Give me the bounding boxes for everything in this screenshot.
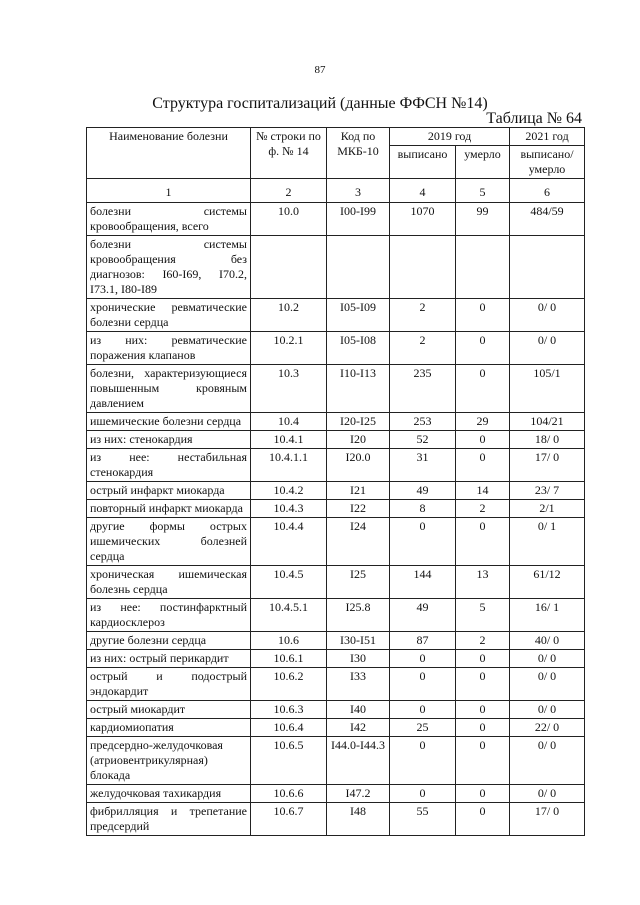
cell-discharged-died-2021: 105/1 [510,365,585,413]
cell-discharged-died-2021 [510,236,585,299]
cell-icd-code: I30-I51 [327,632,390,650]
cell-discharged-2019 [390,236,456,299]
cell-icd-code: I00-I99 [327,203,390,236]
cell-icd-code: I24 [327,518,390,566]
table-row [87,482,585,500]
cell-discharged-2019: 144 [390,566,456,599]
cell-row-number: 10.6.7 [251,803,327,836]
table-row [87,803,585,836]
cell-died-2019: 29 [456,413,510,431]
cell-disease-name: болезни системы кровообращения без диагнозов: I60-I69, I70.2, I73.1, I80-I89 [87,236,251,299]
cell-discharged-died-2021: 61/12 [510,566,585,599]
cell-disease-name: другие формы острых ишемических болезней сердца [87,518,251,566]
cell-discharged-died-2021: 484/59 [510,203,585,236]
cell-discharged-died-2021: 0/ 0 [510,785,585,803]
cell-discharged-died-2021: 17/ 0 [510,449,585,482]
table-row [87,449,585,482]
cell-row-number: 10.4.3 [251,500,327,518]
cell-died-2019: 13 [456,566,510,599]
cell-discharged-2019: 31 [390,449,456,482]
table-row [87,599,585,632]
cell-died-2019: 0 [456,737,510,785]
column-number: 6 [510,179,585,203]
cell-row-number: 10.6.1 [251,650,327,668]
cell-died-2019: 0 [456,803,510,836]
cell-row-number: 10.3 [251,365,327,413]
cell-discharged-2019: 253 [390,413,456,431]
table-row [87,719,585,737]
cell-disease-name: фибрилляция и трепетание предсердий [87,803,251,836]
cell-icd-code: I42 [327,719,390,737]
table-row [87,332,585,365]
cell-icd-code: I47.2 [327,785,390,803]
cell-died-2019: 0 [456,650,510,668]
cell-discharged-died-2021: 2/1 [510,500,585,518]
cell-row-number: 10.4 [251,413,327,431]
cell-disease-name: предсердно-желудочковая (атриовентрикулярная) блокада [87,737,251,785]
cell-died-2019: 0 [456,299,510,332]
cell-discharged-2019: 49 [390,599,456,632]
cell-discharged-died-2021: 0/ 0 [510,650,585,668]
table-row [87,785,585,803]
cell-row-number: 10.6 [251,632,327,650]
cell-icd-code: I20-I25 [327,413,390,431]
cell-discharged-2019: 87 [390,632,456,650]
cell-disease-name: из них: острый перикардит [87,650,251,668]
cell-icd-code: I44.0-I44.3 [327,737,390,785]
cell-row-number: 10.4.5.1 [251,599,327,632]
cell-disease-name: из них: ревматические поражения клапанов [87,332,251,365]
cell-row-number: 10.6.3 [251,701,327,719]
cell-discharged-2019: 0 [390,518,456,566]
cell-row-number: 10.4.4 [251,518,327,566]
cell-died-2019: 0 [456,785,510,803]
cell-row-number: 10.6.5 [251,737,327,785]
cell-discharged-2019: 8 [390,500,456,518]
cell-icd-code: I30 [327,650,390,668]
cell-icd-code: I48 [327,803,390,836]
cell-row-number [251,236,327,299]
cell-died-2019 [456,236,510,299]
column-number: 5 [456,179,510,203]
cell-row-number: 10.2.1 [251,332,327,365]
cell-icd-code: I10-I13 [327,365,390,413]
header-discharged: выписано [390,146,456,179]
cell-icd-code: I20 [327,431,390,449]
table-label: Таблица № 64 [486,110,582,127]
cell-discharged-died-2021: 0/ 0 [510,701,585,719]
cell-row-number: 10.4.1 [251,431,327,449]
column-number: 2 [251,179,327,203]
table-row [87,431,585,449]
cell-discharged-died-2021: 0/ 0 [510,668,585,701]
table-row [87,413,585,431]
cell-disease-name: острый инфаркт миокарда [87,482,251,500]
header-died: умерло [456,146,510,179]
cell-died-2019: 5 [456,599,510,632]
hospitalization-table [86,127,585,836]
cell-died-2019: 0 [456,332,510,365]
header-row-number: № строки по ф. № 14 [251,128,327,179]
table-row [87,203,585,236]
cell-discharged-2019: 235 [390,365,456,413]
cell-discharged-died-2021: 23/ 7 [510,482,585,500]
cell-disease-name: другие болезни сердца [87,632,251,650]
cell-died-2019: 2 [456,632,510,650]
cell-icd-code: I21 [327,482,390,500]
cell-row-number: 10.4.2 [251,482,327,500]
cell-discharged-2019: 49 [390,482,456,500]
cell-disease-name: ишемические болезни сердца [87,413,251,431]
cell-discharged-2019: 1070 [390,203,456,236]
cell-disease-name: хронические ревматические болезни сердца [87,299,251,332]
cell-discharged-2019: 0 [390,668,456,701]
cell-icd-code: I22 [327,500,390,518]
table-row [87,668,585,701]
cell-disease-name: желудочковая тахикардия [87,785,251,803]
cell-disease-name: болезни системы кровообращения, всего [87,203,251,236]
cell-died-2019: 0 [456,431,510,449]
cell-disease-name: повторный инфаркт миокарда [87,500,251,518]
cell-discharged-died-2021: 16/ 1 [510,599,585,632]
cell-disease-name: болезни, характеризующиеся повышенным кровяным давлением [87,365,251,413]
header-year-2021: 2021 год [510,128,585,146]
cell-disease-name: острый и подострый эндокардит [87,668,251,701]
column-number: 4 [390,179,456,203]
cell-died-2019: 0 [456,449,510,482]
cell-disease-name: из них: стенокардия [87,431,251,449]
cell-row-number: 10.4.5 [251,566,327,599]
cell-discharged-2019: 52 [390,431,456,449]
cell-discharged-2019: 0 [390,701,456,719]
cell-row-number: 10.6.6 [251,785,327,803]
table-row [87,737,585,785]
header-year-2019: 2019 год [390,128,510,146]
cell-icd-code: I33 [327,668,390,701]
cell-discharged-died-2021: 0/ 0 [510,737,585,785]
table-row [87,650,585,668]
cell-icd-code: I25.8 [327,599,390,632]
cell-discharged-2019: 55 [390,803,456,836]
table-row [87,518,585,566]
cell-discharged-died-2021: 104/21 [510,413,585,431]
cell-row-number: 10.2 [251,299,327,332]
cell-disease-name: из нее: нестабильная стенокардия [87,449,251,482]
table-row [87,236,585,299]
header-icd-code: Код по МКБ-10 [327,128,390,179]
table-row [87,701,585,719]
cell-died-2019: 0 [456,719,510,737]
page-number: 87 [314,64,326,76]
cell-row-number: 10.6.2 [251,668,327,701]
cell-icd-code: I40 [327,701,390,719]
cell-discharged-2019: 0 [390,737,456,785]
page-title: Структура госпитализаций (данные ФФСН №14) [152,95,488,112]
cell-row-number: 10.0 [251,203,327,236]
cell-disease-name: из нее: постинфарктный кардиосклероз [87,599,251,632]
cell-icd-code: I05-I08 [327,332,390,365]
table-row [87,632,585,650]
column-numbers-row [87,179,585,203]
cell-discharged-died-2021: 40/ 0 [510,632,585,650]
cell-icd-code [327,236,390,299]
cell-disease-name: острый миокардит [87,701,251,719]
cell-discharged-died-2021: 0/ 0 [510,299,585,332]
cell-discharged-died-2021: 0/ 1 [510,518,585,566]
column-number: 3 [327,179,390,203]
cell-died-2019: 99 [456,203,510,236]
cell-died-2019: 2 [456,500,510,518]
cell-row-number: 10.4.1.1 [251,449,327,482]
table-row [87,365,585,413]
cell-died-2019: 14 [456,482,510,500]
cell-discharged-died-2021: 22/ 0 [510,719,585,737]
cell-icd-code: I20.0 [327,449,390,482]
cell-discharged-died-2021: 17/ 0 [510,803,585,836]
cell-died-2019: 0 [456,365,510,413]
header-discharged-died: выписано/ умерло [510,146,585,179]
cell-discharged-2019: 2 [390,299,456,332]
cell-icd-code: I25 [327,566,390,599]
cell-discharged-2019: 2 [390,332,456,365]
cell-discharged-2019: 25 [390,719,456,737]
cell-disease-name: кардиомиопатия [87,719,251,737]
table-row [87,299,585,332]
cell-discharged-died-2021: 0/ 0 [510,332,585,365]
cell-disease-name: хроническая ишемическая болезнь сердца [87,566,251,599]
cell-discharged-died-2021: 18/ 0 [510,431,585,449]
cell-icd-code: I05-I09 [327,299,390,332]
cell-discharged-2019: 0 [390,650,456,668]
table-row [87,500,585,518]
header-disease-name: Наименование болезни [87,128,251,179]
table-row [87,566,585,599]
cell-died-2019: 0 [456,701,510,719]
cell-died-2019: 0 [456,518,510,566]
cell-row-number: 10.6.4 [251,719,327,737]
cell-died-2019: 0 [456,668,510,701]
column-number: 1 [87,179,251,203]
cell-discharged-2019: 0 [390,785,456,803]
